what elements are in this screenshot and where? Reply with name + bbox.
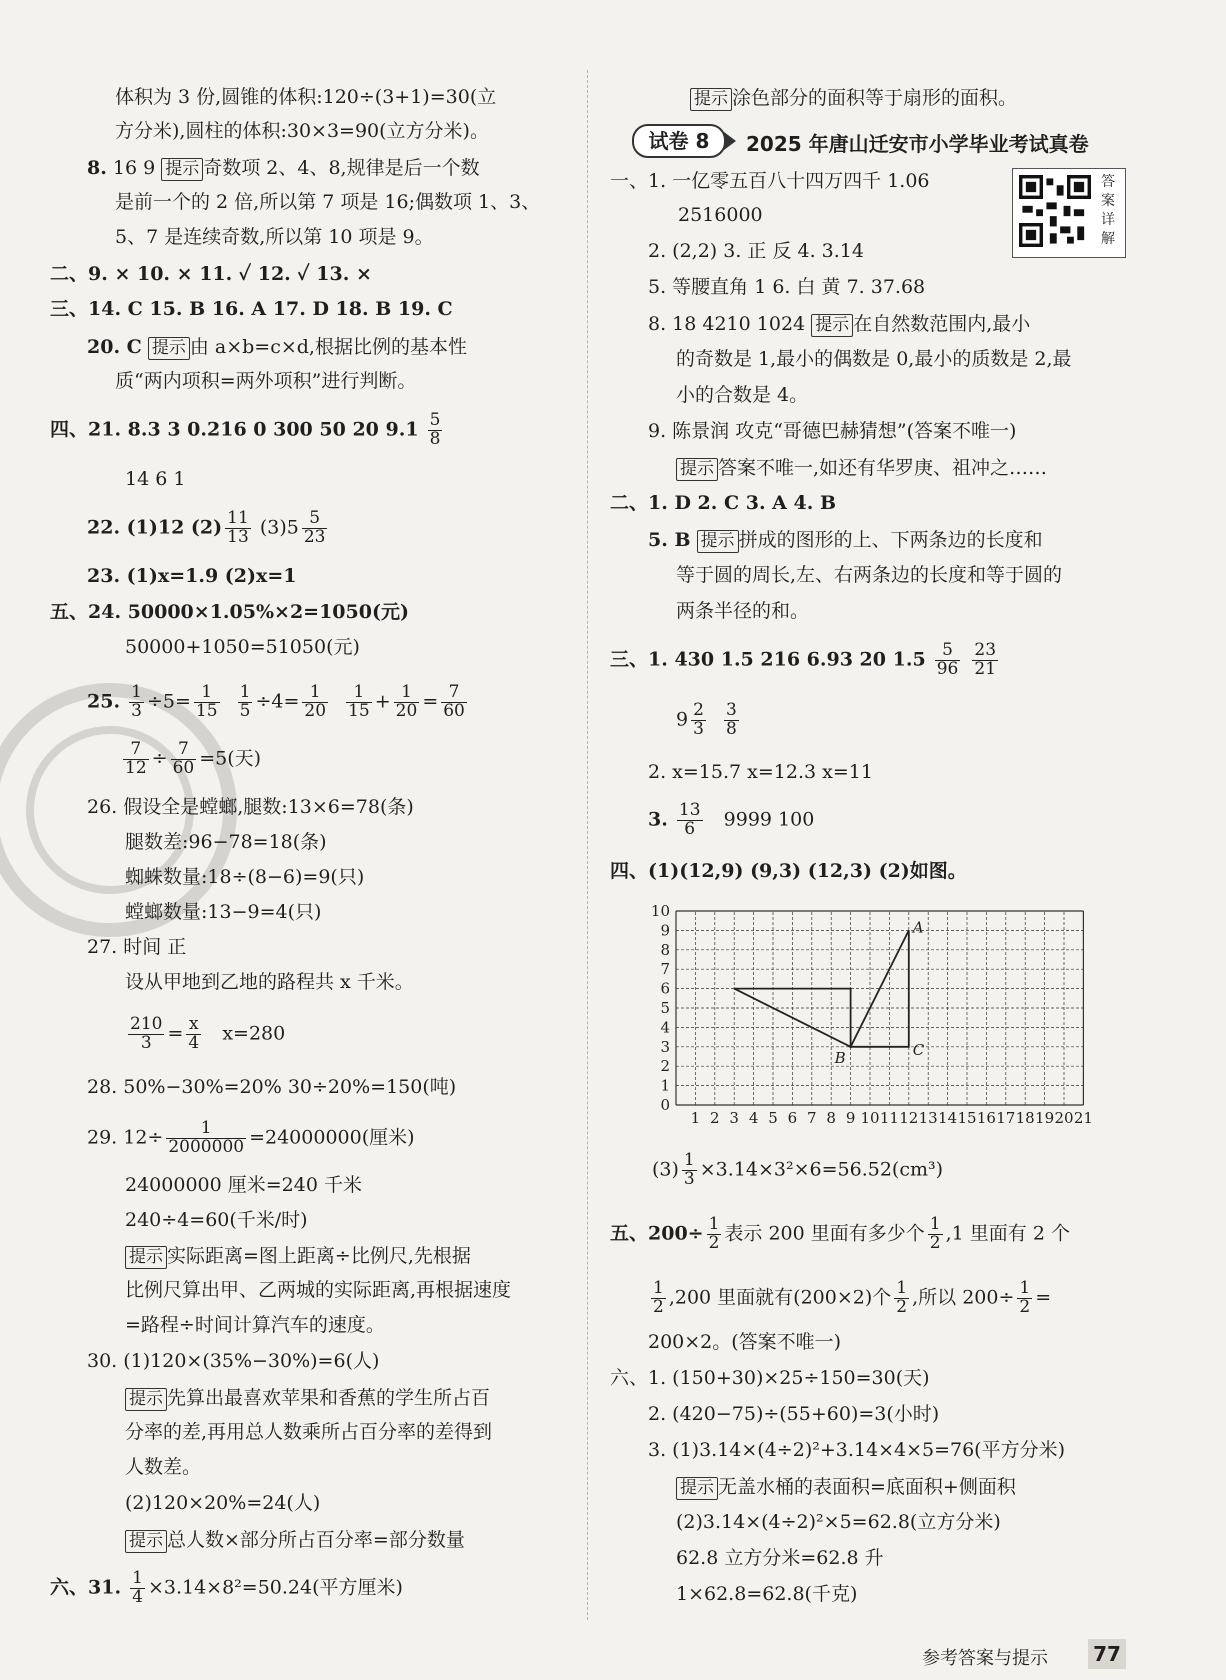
answer: 22. (1)12 (2) <box>87 516 223 539</box>
x-tick-label: 4 <box>748 1109 759 1127</box>
text-line: 240÷4=60(千米/时) <box>125 1209 308 1231</box>
fraction: $\frac{13}{6}$ <box>678 800 701 839</box>
x-tick-label: 17 <box>996 1109 1016 1127</box>
hint-badge: 提示 <box>690 88 732 111</box>
hint-badge: 提示 <box>125 1530 167 1553</box>
section-6: 六、1. (150+30)×25÷150=30(天) <box>610 1367 930 1389</box>
text-line: 2. x=15.7 x=12.3 x=11 <box>648 761 873 783</box>
qr-label: 答案详解 <box>1101 174 1115 247</box>
question-23: 23. (1)x=1.9 (2)x=1 <box>87 565 297 587</box>
hint-badge: 提示 <box>148 337 190 360</box>
section-2: 二、1. D 2. C 3. A 4. B <box>610 492 837 514</box>
text-line: 200×2。(答案不唯一) <box>648 1331 842 1353</box>
hint-line: 提示 涂色部分的面积等于扇形的面积。 <box>690 88 1017 111</box>
text-line: (2)120×20%=24(人) <box>125 1492 321 1514</box>
y-tick-label: 4 <box>660 1018 670 1037</box>
question-26: 26. 假设全是螳螂,腿数:13×6=78(条) <box>87 796 414 818</box>
hint-text: 由 a×b=c×d,根据比例的基本性 <box>189 336 467 358</box>
text-line: 2. (2,2) 3. 正 反 4. 3.14 <box>648 240 864 262</box>
x-tick-label: 9 <box>845 1109 856 1127</box>
hint-badge: 提示 <box>161 158 203 181</box>
y-tick-label: 2 <box>660 1057 670 1076</box>
question-25-line2: $\frac{7}{12}$ ÷ $\frac{7}{60}$ =5(天) <box>125 739 262 778</box>
question-number: 25. <box>87 690 121 713</box>
question-27: 27. 时间 正 <box>87 936 187 958</box>
hint-line: 提示 无盖水桶的表面积=底面积+侧面积 <box>676 1477 1016 1500</box>
text-line: 的奇数是 1,最小的偶数是 0,最小的质数是 2,最 <box>676 348 1072 370</box>
text-line: 两条半径的和。 <box>676 600 810 622</box>
qr-code-box[interactable] <box>1012 168 1126 258</box>
fraction: $\frac{1}{2}$ <box>708 1214 720 1253</box>
fraction: $\frac{1}{2}$ <box>896 1278 908 1317</box>
y-tick-label: 0 <box>660 1096 670 1114</box>
fraction: $\frac{1}{2000000}$ <box>168 1118 245 1157</box>
section-1: 一、1. 一亿零五百八十四万四千 1.06 <box>610 170 930 192</box>
section-text: 四、21. 8.3 3 0.216 0 300 50 20 9.1 <box>50 418 419 441</box>
fraction: $\frac{1}{20}$ <box>395 682 418 721</box>
point-label-c: C <box>912 1040 925 1059</box>
text-line: $\frac{1}{2}$ ,200 里面就有(200×2)个 $\frac{1}{2}$ ,所以 200÷ $\frac{1}{2}$ = <box>653 1278 1052 1317</box>
y-tick-label: 3 <box>660 1037 670 1056</box>
fraction: $\frac{1}{2}$ <box>929 1214 941 1253</box>
text-line: 5、7 是连续奇数,所以第 10 项是 9。 <box>115 226 434 248</box>
text-line: 小的合数是 4。 <box>676 384 809 406</box>
hint-line: 提示 实际距离=图上距离÷比例尺,先根据 <box>125 1246 471 1269</box>
text-line: 3. (1)3.14×(4÷2)²+3.14×4×5=76(平方分米) <box>648 1439 1066 1461</box>
x-tick-label: 12 <box>899 1109 919 1127</box>
question-29: 29. 12÷ $\frac{1}{2000000}$ =24000000(厘米) <box>87 1118 415 1157</box>
text-line: (2)3.14×(4÷2)²×5=62.8(立方分米) <box>676 1511 1001 1533</box>
hint-badge: 提示 <box>676 458 718 481</box>
section-2: 二、9. × 10. × 11. ✓ 12. ✓ 13. × <box>50 263 372 285</box>
section-4 <box>50 412 445 449</box>
exam-title-bar <box>632 124 1130 158</box>
section-5: 五、24. 50000×1.05%×2=1050(元) <box>50 601 409 623</box>
page-number: 77 <box>1088 1639 1126 1669</box>
x-tick-label: 1 <box>690 1109 701 1127</box>
text-line: 2516000 <box>678 204 763 226</box>
fraction: $\frac{3}{8}$ <box>726 700 737 739</box>
x-tick-label: 5 <box>768 1109 778 1127</box>
question-20 <box>87 337 467 360</box>
fraction: $\frac{5}{8}$ <box>429 410 441 449</box>
x-tick-label: 2 <box>710 1109 720 1127</box>
fraction: $\frac{7}{12}$ <box>125 739 147 778</box>
text-line: 1×62.8=62.8(千克) <box>676 1583 858 1605</box>
hint-badge: 提示 <box>811 314 853 337</box>
point-label-a: A <box>912 918 924 937</box>
x-tick-label: 6 <box>787 1109 798 1127</box>
answer: (3)5 <box>259 516 299 539</box>
footer-label: 参考答案与提示 <box>922 1648 1048 1669</box>
fraction: $\frac{1}{3}$ <box>683 1150 695 1189</box>
fraction: $\frac{5}{23}$ <box>303 508 326 547</box>
fraction: $\frac{1}{20}$ <box>304 682 327 721</box>
x-tick-label: 3 <box>729 1109 739 1127</box>
fraction: $\frac{x}{4}$ <box>188 1014 200 1053</box>
fraction: $\frac{1}{15}$ <box>348 682 370 721</box>
hint-line: 提示 先算出最喜欢苹果和香蕉的学生所占百 <box>125 1388 490 1411</box>
text-line: 50000+1050=51050(元) <box>125 636 360 658</box>
hint-line: 提示 答案不唯一,如还有华罗庚、祖冲之…… <box>676 458 1047 481</box>
text-line: 人数差。 <box>125 1456 202 1478</box>
x-tick-label: 14 <box>938 1109 958 1127</box>
fraction: $\frac{5}{96}$ <box>936 640 959 679</box>
exam-tag: 试卷 8 <box>632 124 726 158</box>
y-tick-label: 1 <box>660 1076 670 1095</box>
text-line: 分率的差,再用总人数乘所占百分率的差得到 <box>125 1421 493 1443</box>
question-27-equation: $\frac{210}{3}$ = $\frac{x}{4}$ x=280 <box>130 1014 286 1053</box>
y-tick-label: 5 <box>660 999 670 1017</box>
text-line: 腿数差:96−78=18(条) <box>125 831 327 853</box>
answer: 16 9 <box>112 157 156 179</box>
section-6: 六、31. $\frac{1}{4}$ ×3.14×8²=50.24(平方厘米) <box>50 1568 403 1607</box>
question-3: 3. $\frac{13}{6}$ 9999 100 <box>648 800 815 839</box>
column-divider <box>587 70 588 1620</box>
x-tick-label: 18 <box>1015 1109 1035 1127</box>
text-line: 质“两内项积=两外项积”进行判断。 <box>115 370 417 392</box>
x-tick-label: 8 <box>826 1109 836 1127</box>
text-line: 等于圆的周长,左、右两条边的长度和等于圆的 <box>676 564 1063 586</box>
fraction: $\frac{210}{3}$ <box>130 1014 163 1053</box>
section-3: 三、1. 430 1.5 216 6.93 20 1.5 $\frac{5}{96}$ $\frac{23}{21}$ <box>610 640 997 679</box>
question-8 <box>87 158 480 181</box>
hint-badge: 提示 <box>125 1246 167 1269</box>
text-line: 5. 等腰直角 1 6. 白 黄 7. 37.68 <box>648 276 926 298</box>
y-tick-label: 10 <box>650 902 670 920</box>
y-tick-label: 8 <box>660 940 670 959</box>
x-tick-label: 10 <box>860 1109 880 1127</box>
text-line: 螳螂数量:13−9=4(只) <box>125 901 322 923</box>
text-line: 比例尺算出甲、乙两城的实际距离,再根据速度 <box>125 1279 512 1301</box>
question-25: 25. $\frac{1}{3}$ ÷5= $\frac{1}{15}$ $\frac{1}{5}$ ÷4= $\frac{1}{20}$ $\frac{1}{15}$ + $\frac{1}{20}$ = $\frac{7}{60}$ <box>87 682 465 721</box>
y-tick-label: 6 <box>660 979 670 998</box>
fraction: $\frac{7}{60}$ <box>443 682 465 721</box>
section-4: 四、(1)(12,9) (9,3) (12,3) (2)如图。 <box>610 860 967 882</box>
question-22 <box>87 510 330 547</box>
text-line: 设从甲地到乙地的路程共 x 千米。 <box>125 971 414 993</box>
fraction: $\frac{11}{13}$ <box>227 508 249 547</box>
y-tick-label: 9 <box>660 921 670 940</box>
fraction: $\frac{23}{21}$ <box>974 640 997 679</box>
x-tick-label: 19 <box>1035 1109 1055 1127</box>
text-line: 2. (420−75)÷(55+60)=3(小时) <box>648 1403 940 1425</box>
tag-arrow-icon <box>724 132 736 150</box>
question-28: 28. 50%−30%=20% 30÷20%=150(吨) <box>87 1076 457 1098</box>
hint-line: 提示 总人数×部分所占百分率=部分数量 <box>125 1530 465 1553</box>
fraction: $\frac{1}{4}$ <box>132 1568 143 1607</box>
x-tick-label: 20 <box>1054 1109 1074 1127</box>
text-line: =路程÷时间计算汽车的速度。 <box>125 1314 385 1336</box>
text-line: 是前一个的 2 倍,所以第 7 项是 16;偶数项 1、3、 <box>115 191 541 213</box>
text-line: 14 6 1 <box>125 468 186 490</box>
text-line: 蜘蛛数量:18÷(8−6)=9(只) <box>125 866 365 888</box>
fraction: $\frac{1}{5}$ <box>239 682 251 721</box>
point-label-b: B <box>834 1048 846 1067</box>
fraction: $\frac{1}{2}$ <box>653 1278 664 1317</box>
hint-badge: 提示 <box>676 1477 718 1500</box>
text-line: 体积为 3 份,圆锥的体积:120÷(3+1)=30(立 <box>115 86 497 108</box>
fraction: $\frac{1}{3}$ <box>131 682 142 721</box>
coordinate-grid-chart <box>650 890 1120 1130</box>
question-30: 30. (1)120×(35%−30%)=6(人) <box>87 1350 380 1372</box>
section-5: 五、200÷ $\frac{1}{2}$ 表示 200 里面有多少个 $\frac{1}{2}$ ,1 里面有 2 个 <box>610 1214 1070 1253</box>
fraction: $\frac{7}{60}$ <box>172 739 195 778</box>
question-4-3: (3) $\frac{1}{3}$ ×3.14×3²×6=56.52(cm³) <box>652 1150 944 1189</box>
fraction: $\frac{2}{3}$ <box>693 700 704 739</box>
question-number: 8. <box>87 157 107 179</box>
exam-title: 2025 年唐山迁安市小学毕业考试真卷 <box>746 132 1089 156</box>
rotated-triangle <box>851 930 909 1046</box>
section-3: 三、14. C 15. B 16. A 17. D 18. B 19. C <box>50 298 453 320</box>
hint-text: 奇数项 2、4、8,规律是后一个数 <box>203 157 480 179</box>
qr-code-icon <box>1019 175 1091 247</box>
question-8: 8. 18 4210 1024 提示 在自然数范围内,最小 <box>648 313 1031 335</box>
x-tick-label: 16 <box>976 1109 996 1127</box>
fraction: $\frac{1}{15}$ <box>195 682 218 721</box>
question-5: 5. B 提示 拼成的图形的上、下两条边的长度和 <box>648 529 1043 551</box>
answer: 20. C <box>87 336 142 358</box>
fraction: $\frac{1}{2}$ <box>1019 1278 1031 1317</box>
x-tick-label: 13 <box>918 1109 938 1127</box>
x-tick-label: 15 <box>957 1109 977 1127</box>
hint-badge: 提示 <box>697 530 739 553</box>
y-tick-label: 7 <box>660 960 670 979</box>
text-line: 方分米),圆柱的体积:30×3=90(立方分米)。 <box>115 120 489 142</box>
text-line: 62.8 立方分米=62.8 升 <box>676 1547 884 1569</box>
x-tick-label: 11 <box>879 1109 899 1127</box>
hint-badge: 提示 <box>125 1388 167 1411</box>
question-9: 9. 陈景润 攻克“哥德巴赫猜想”(答案不唯一) <box>648 420 1017 442</box>
x-tick-label: 7 <box>807 1109 817 1127</box>
text-line: 9 $\frac{2}{3}$ $\frac{3}{8}$ <box>676 700 737 739</box>
x-tick-label: 21 <box>1073 1109 1093 1127</box>
text-line: 24000000 厘米=240 千米 <box>125 1174 362 1196</box>
